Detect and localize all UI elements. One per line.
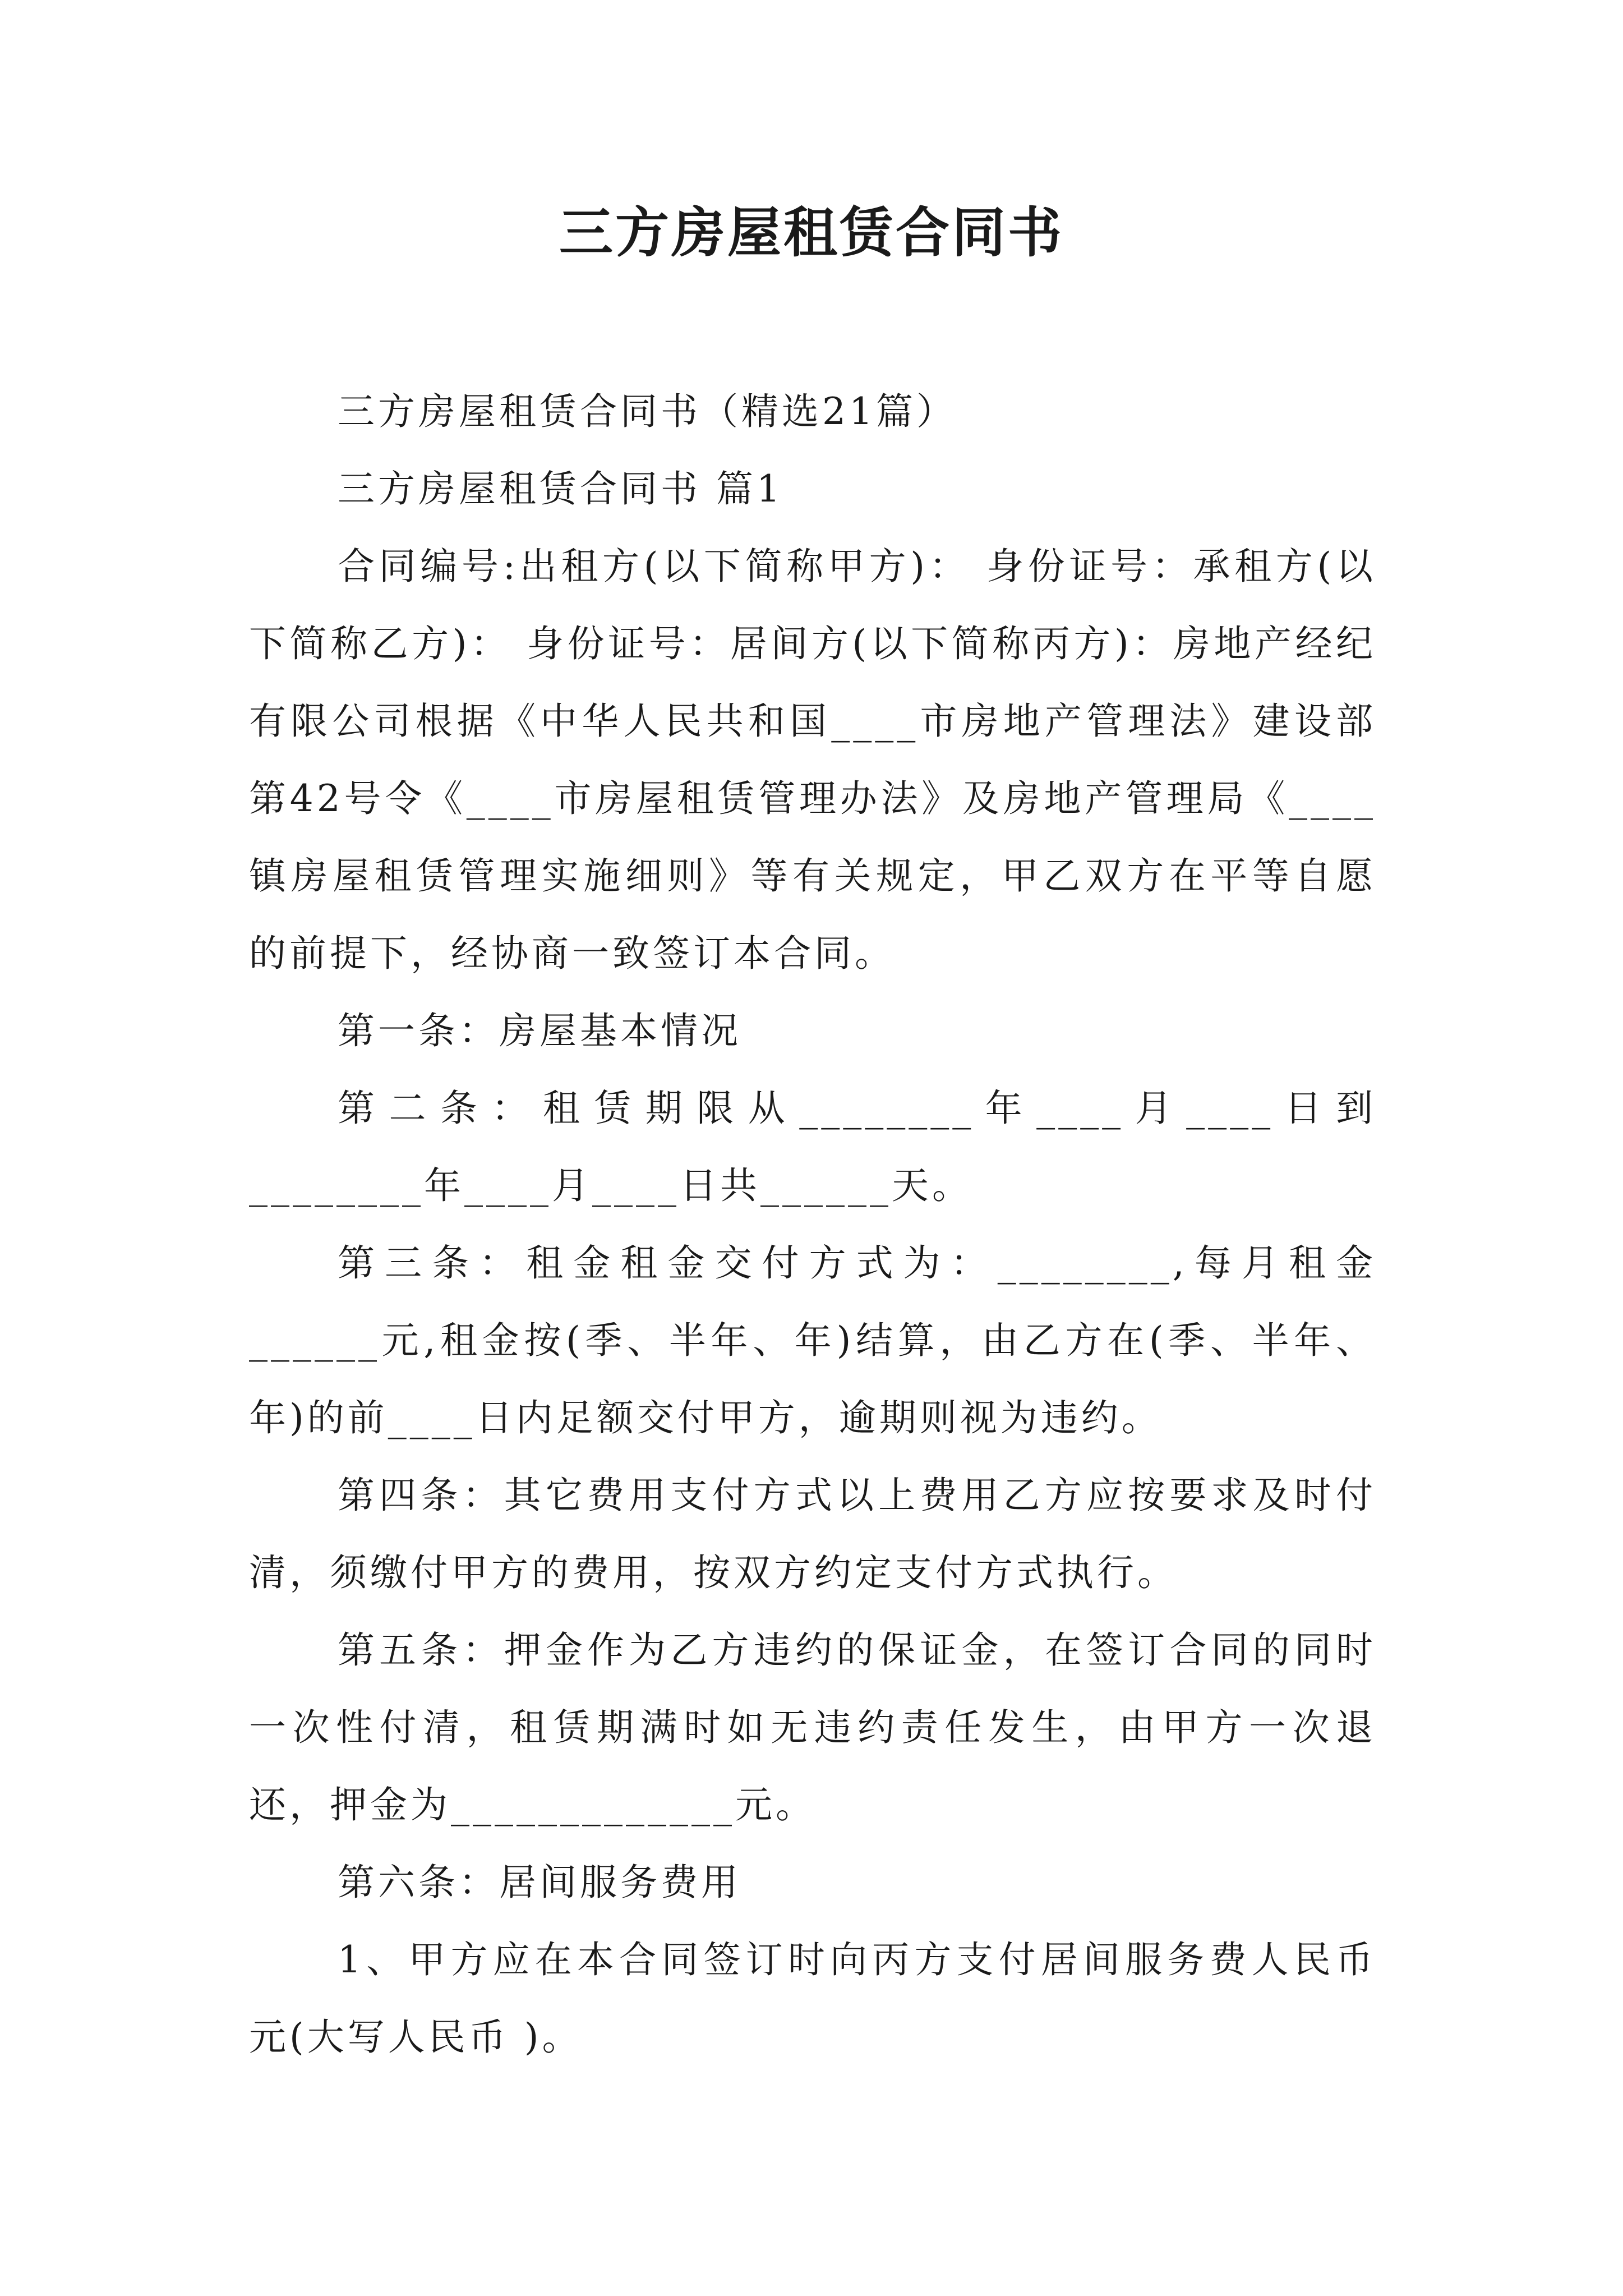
document-body — [249, 373, 1376, 2076]
paragraph-article-3: 第三条：租金租金交付方式为：________,每月租金______元,租金按(季、半年、年)结算，由乙方在(季、半年、年)的前____日内足额交付甲方，逾期则视为违约。 — [249, 1241, 1376, 1439]
paragraph-article-4: 第四条：其它费用支付方式以上费用乙方应按要求及时付清，须缴付甲方的费用，按双方约定支付方式执行。 — [249, 1474, 1376, 1594]
paragraph-subtitle: 三方房屋租赁合同书（精选21篇） — [338, 390, 957, 433]
paragraph-article-1: 第一条：房屋基本情况 — [338, 1009, 741, 1052]
paragraph-article-6-item-1: 1、甲方应在本合同签订时向丙方支付居间服务费人民币 元(大写人民币 )。 — [249, 1938, 1376, 2059]
paragraph-article-5: 第五条：押金作为乙方违约的保证金，在签订合同的同时一次性付清，租赁期满时如无违约责任发生，由甲方一次退还，押金为_____________元。 — [249, 1628, 1376, 1826]
document-title: 三方房屋租赁合同书 — [559, 201, 1064, 264]
paragraph-article-2: 第二条：租赁期限从________年____月____日到________年____月____日共______天。 — [249, 1087, 1376, 1207]
paragraph-article-6: 第六条：居间服务费用 — [338, 1861, 741, 1904]
paragraph-section-heading: 三方房屋租赁合同书 篇1 — [338, 467, 783, 510]
paragraph-preamble: 合同编号:出租方(以下简称甲方)： 身份证号：承租方(以下简称乙方)： 身份证号：居间方(以下简称丙方)：房地产经纪有限公司根据《中华人民共和国____市房地产管理法》建设部第42号令《____市房屋租赁管理办法》及房地产管理局《____镇房屋租赁管理实施细则》等有关规定，甲乙双方在平等自愿的前提下，经协商一致签订本合同。 — [249, 545, 1376, 975]
